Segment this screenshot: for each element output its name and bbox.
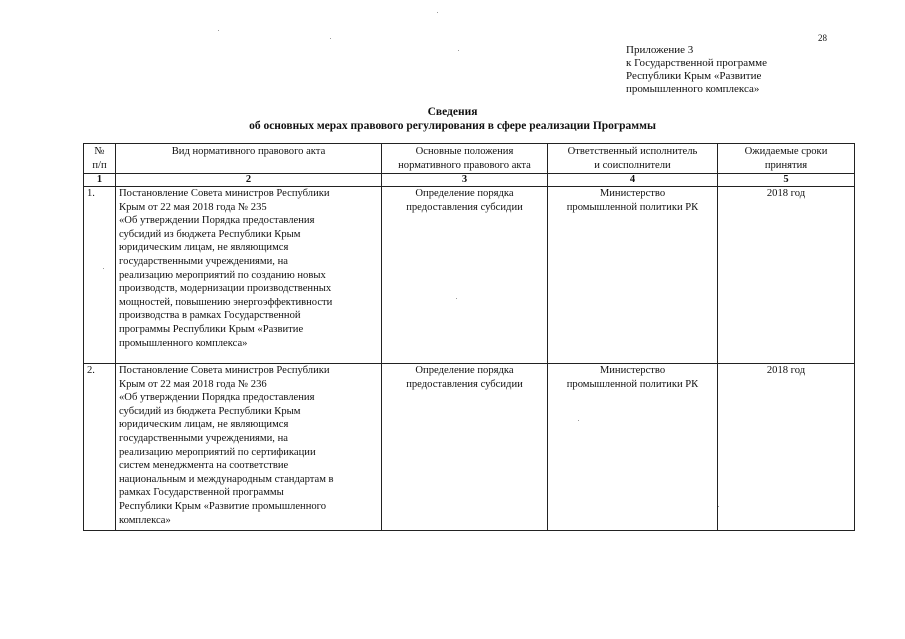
cell-line: реализацию мероприятий по сертификации xyxy=(119,446,316,458)
cell-line: Постановление Совета министров Республики xyxy=(119,365,330,376)
cell-line: мощностей, повышению энергоэффективности xyxy=(119,296,333,308)
cell-line: реализацию мероприятий по созданию новых xyxy=(119,269,326,281)
cell-line: национальным и международным стандартам в xyxy=(119,473,334,485)
header-text: п/п xyxy=(92,159,107,171)
cell-line: государственными учреждениями, на xyxy=(119,255,288,267)
cell-line: юридическим лицам, не являющимся xyxy=(119,419,289,431)
row-number: 1. xyxy=(84,187,116,364)
header-text: Ожидаемые сроки xyxy=(744,146,828,157)
measures-table xyxy=(83,143,855,531)
appendix-line: Республики Крым «Развитие xyxy=(626,70,762,82)
cell-line: промышленной политики РК xyxy=(566,378,699,390)
header-deadline xyxy=(718,144,855,174)
column-number: 5 xyxy=(718,174,855,187)
cell-line: Определение порядка xyxy=(415,365,514,376)
column-number-row xyxy=(84,174,855,187)
scan-speck xyxy=(456,298,457,299)
cell-line: промышленного комплекса» xyxy=(119,337,248,349)
scan-speck xyxy=(437,12,438,13)
header-num xyxy=(84,144,116,174)
deadline-cell: 2018 год xyxy=(718,364,855,531)
cell-line: Постановление Совета министров Республики xyxy=(119,188,330,199)
cell-line: предоставления субсидии xyxy=(406,201,523,213)
act-type-cell xyxy=(116,187,382,364)
scan-speck xyxy=(218,30,219,31)
column-number: 2 xyxy=(116,174,382,187)
appendix-line: к Государственной программе xyxy=(626,57,767,69)
header-text: Вид нормативного правового акта xyxy=(171,146,326,157)
cell-line: производств, модернизации производственных xyxy=(119,283,332,295)
scan-speck xyxy=(718,506,719,507)
header-act-type xyxy=(116,144,382,174)
appendix-line: Приложение 3 xyxy=(626,44,694,56)
cell-line: Республики Крым «Развитие промышленного xyxy=(119,500,327,512)
header-text: № xyxy=(94,146,105,157)
cell-line: Определение порядка xyxy=(415,188,514,199)
cell-line: рамках Государственной программы xyxy=(119,487,284,499)
cell-line: промышленной политики РК xyxy=(566,201,699,213)
cell-line: предоставления субсидии xyxy=(406,378,523,390)
column-number: 3 xyxy=(382,174,548,187)
column-number: 4 xyxy=(548,174,718,187)
cell-line: субсидий из бюджета Республики Крым xyxy=(119,405,301,417)
header-text: принятия xyxy=(764,159,808,171)
header-text: и соисполнители xyxy=(594,159,671,171)
cell-line: производства в рамках Государственной xyxy=(119,310,301,322)
cell-line: юридическим лицам, не являющимся xyxy=(119,242,289,254)
title-line: об основных мерах правового регулирования в сфере реализации Программы xyxy=(249,120,656,132)
executor-cell xyxy=(548,364,718,531)
scan-speck xyxy=(103,268,104,269)
provisions-cell xyxy=(382,187,548,364)
cell-line: программы Республики Крым «Развитие xyxy=(119,323,304,335)
cell-line: «Об утверждении Порядка предоставления xyxy=(119,215,315,227)
cell-line: Крым от 22 мая 2018 года № 235 xyxy=(119,201,267,213)
header-text: Ответственный исполнитель xyxy=(567,146,698,157)
cell-line: государственными учреждениями, на xyxy=(119,432,288,444)
cell-line: субсидий из бюджета Республики Крым xyxy=(119,228,301,240)
document-title xyxy=(0,105,905,133)
cell-line: Министерство xyxy=(599,188,666,199)
scan-speck xyxy=(330,38,331,39)
appendix-line: промышленного комплекса» xyxy=(626,83,760,95)
header-text: нормативного правового акта xyxy=(398,159,531,171)
cell-line: Крым от 22 мая 2018 года № 236 xyxy=(119,378,267,390)
table-header-row xyxy=(84,144,855,174)
scan-speck xyxy=(458,50,459,51)
header-executor xyxy=(548,144,718,174)
deadline-cell: 2018 год xyxy=(718,187,855,364)
page-number: 28 xyxy=(818,33,827,43)
cell-line: Министерство xyxy=(599,365,666,376)
column-number: 1 xyxy=(84,174,116,187)
header-provisions xyxy=(382,144,548,174)
act-type-cell xyxy=(116,364,382,531)
cell-line: систем менеджмента на соответствие xyxy=(119,460,289,472)
cell-line: комплекса» xyxy=(119,514,171,526)
row-number: 2. xyxy=(84,364,116,531)
table-row xyxy=(84,364,855,531)
executor-cell xyxy=(548,187,718,364)
header-text: Основные положения xyxy=(415,146,514,157)
scan-speck xyxy=(578,420,579,421)
appendix-note xyxy=(626,44,767,96)
provisions-cell xyxy=(382,364,548,531)
title-line: Сведения xyxy=(427,106,478,118)
table-row xyxy=(84,187,855,364)
cell-line: «Об утверждении Порядка предоставления xyxy=(119,392,315,404)
